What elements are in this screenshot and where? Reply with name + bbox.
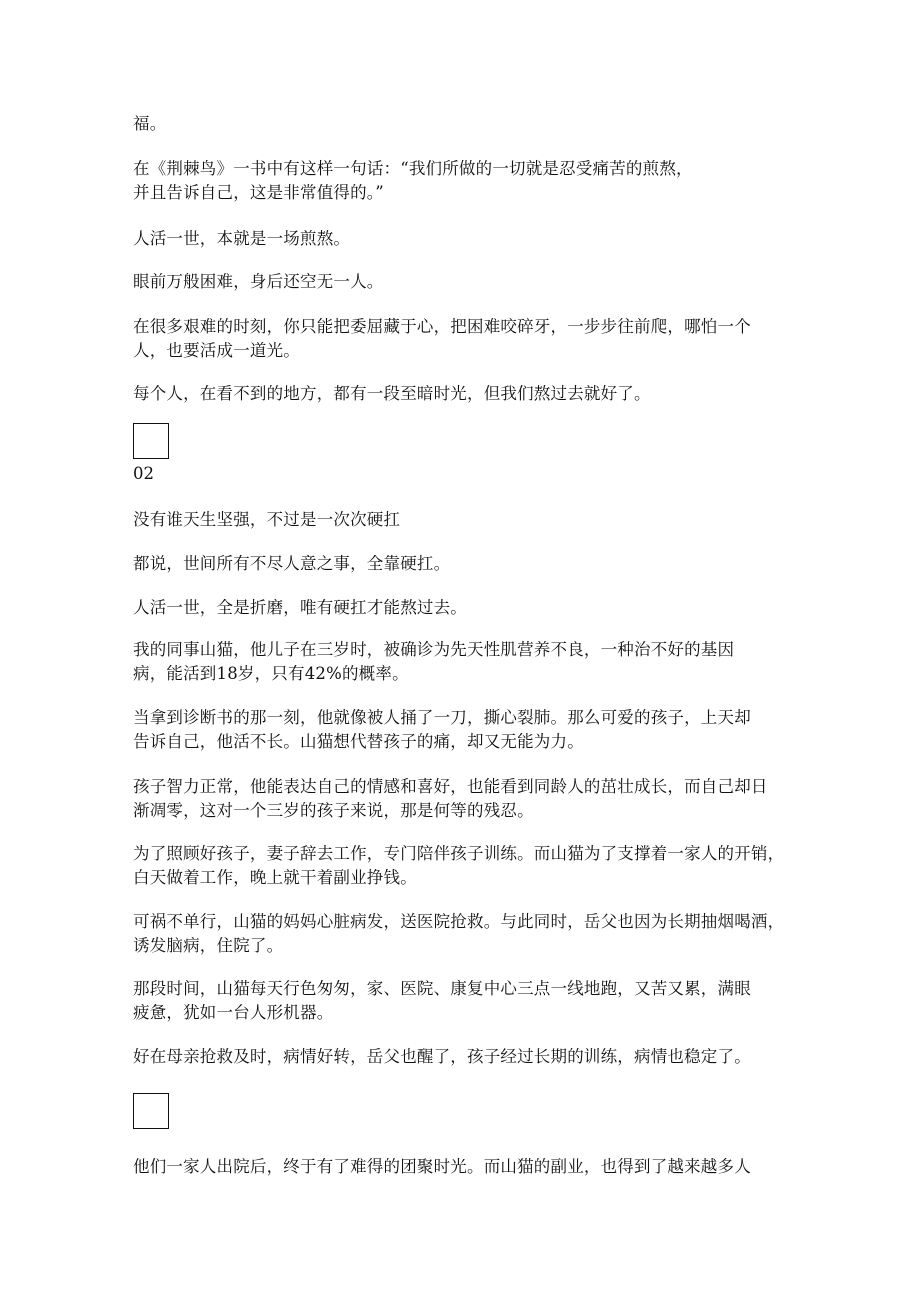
paragraph: 在很多艰难的时刻，你只能把委屈藏于心，把困难咬碎牙，一步步往前爬，哪怕一个 人，也要活成一道光。	[133, 317, 751, 360]
paragraph: 为了照顾好孩子，妻子辞去工作，专门陪伴孩子训练。而山猫为了支撑着一家人的开销， 白天做着工作，晚上就干着副业挣钱。	[133, 844, 785, 887]
paragraph: 都说，世间所有不尽人意之事，全靠硬扛。	[133, 554, 451, 573]
paragraph: 人活一世，全是折磨，唯有硬扛才能熬过去。	[133, 598, 467, 617]
paragraph: 人活一世，本就是一场煎熬。	[133, 229, 351, 248]
paragraph: 孩子智力正常，他能表达自己的情感和喜好，也能看到同龄人的茁壮成长，而自己却日 渐凋零，这对一个三岁的孩子来说，那是何等的残忍。	[133, 777, 768, 820]
paragraph: 每个人，在看不到的地方，都有一段至暗时光，但我们熬过去就好了。	[133, 384, 651, 403]
paragraph: 在《荆棘鸟》一书中有这样一句话：“我们所做的一切就是忍受痛苦的煎熬， 并且告诉自己，这是非常值得的。”	[133, 159, 693, 202]
paragraph: 可祸不单行，山猫的妈妈心脏病发，送医院抢救。与此同时，岳父也因为长期抽烟喝酒， 诱发脑病，住院了。	[133, 912, 785, 955]
paragraph: 当拿到诊断书的那一刻，他就像被人捅了一刀，撕心裂肺。那么可爱的孩子，上天却 告诉自己，他活不长。山猫想代替孩子的痛，却又无能为力。	[133, 708, 751, 751]
paragraph: 福。	[133, 114, 167, 133]
paragraph: 他们一家人出院后，终于有了难得的团聚时光。而山猫的副业，也得到了越来越多人	[133, 1157, 751, 1176]
paragraph: 那段时间，山猫每天行色匆匆，家、医院、康复中心三点一线地跑，又苦又累，满眼 疲惫，犹如一台人形机器。	[133, 979, 751, 1022]
image-placeholder-icon	[133, 1093, 169, 1129]
paragraph: 眼前万般困难，身后还空无一人。	[133, 272, 384, 291]
paragraph: 好在母亲抢救及时，病情好转，岳父也醒了，孩子经过长期的训练，病情也稳定了。	[133, 1047, 751, 1066]
section-number: 02	[133, 464, 154, 483]
section-heading: 没有谁天生坚强，不过是一次次硬扛	[133, 510, 401, 529]
paragraph: 我的同事山猫，他儿子在三岁时，被确诊为先天性肌营养不良，一种治不好的基因 病，能活到18岁，只有42%的概率。	[133, 640, 735, 683]
image-placeholder-icon	[133, 423, 169, 459]
